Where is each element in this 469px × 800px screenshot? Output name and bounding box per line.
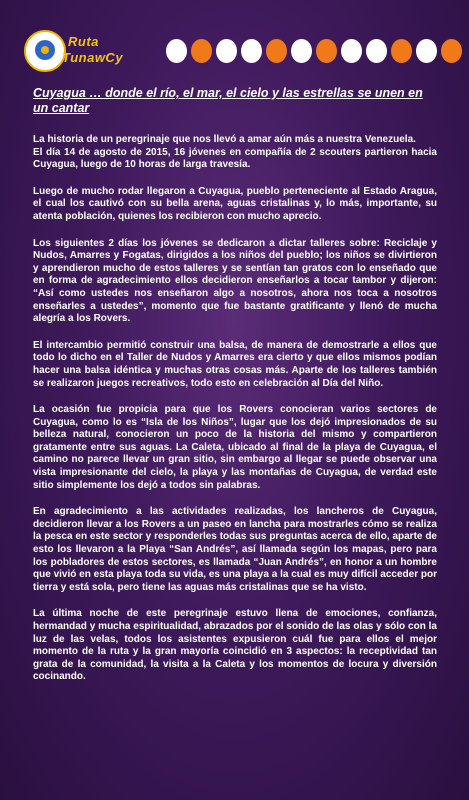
header-banner xyxy=(0,0,469,80)
ruta-tunawey-logo xyxy=(24,30,134,72)
article-paragraph: En agradecimiento a las actividades realizadas, los lancheros de Cuyagua, decidieron llevar a los Rovers a un paseo en lancha para mostrarles cómo se realiza la pesca en este sector y responderles todas sus preguntas acerca de ello, aparte de esto los llevaron a la Playa “San Andrés”, así llamada según los mapas, pero para los pobladores de estos sectores, es llamada “Juan Andrés”, en honor a un hombre que vivió en esta playa toda su vida, es una playa a la cual es muy difícil acceder por tierra y está sola, pero tiene las aguas más cristalinas que se ha visto. xyxy=(33,506,437,593)
decorative-dot xyxy=(266,39,287,63)
article-title: Cuyagua … donde el río, el mar, el cielo y las estrellas se unen en un cantar xyxy=(33,86,423,115)
decorative-dot xyxy=(391,39,412,63)
decorative-dot xyxy=(441,39,462,63)
article-paragraph: Luego de mucho rodar llegaron a Cuyagua, pueblo perteneciente al Estado Aragua, el cual los cautivó con su bella arena, aguas cristalinas y, lo más, importante, su atenta población, quienes los recibieron con mucho aprecio. xyxy=(33,185,437,222)
logo-text-line2: TunawCy xyxy=(62,50,124,65)
article-paragraph: El intercambio permitió construir una balsa, de manera de demostrarle a ellos que todo lo dicho en el Taller de Nudos y Amarres era cierto y que ellos mismos podían hacer una balsa idéntica y muchas otras cosas más. Aparte de los talleres también se realizaron juegos recreativos, todo esto en celebración al Día del Niño. xyxy=(33,339,437,389)
decorative-dot xyxy=(291,39,312,63)
decorative-dot xyxy=(216,39,237,63)
decorative-dot xyxy=(191,39,212,63)
logo-text-line1: Ruta xyxy=(68,34,99,49)
decorative-dot xyxy=(241,39,262,63)
decorative-dot xyxy=(316,39,337,63)
decorative-dot xyxy=(166,39,187,63)
article-paragraph: La última noche de este peregrinaje estuvo llena de emociones, confianza, hermandad y mucha espiritualidad, abrazados por el sonido de las olas y sólo con la luz de las velas, todos los asistentes expusieron cuál fue para ellos el mejor momento de la ruta y la gran mayoría coincidió en 3 aspectos: la receptividad tan grata de la comunidad, la visita a la Caleta y los momentos de locura y diversión cocinando. xyxy=(33,608,437,683)
scout-emblem-icon xyxy=(24,30,66,72)
decorative-dot xyxy=(366,39,387,63)
article-paragraph: Los siguientes 2 días los jóvenes se dedicaron a dictar talleres sobre: Reciclaje y Nudos, Amarres y Fogatas, dirigidos a los niños del pueblo; los niños se divirtieron y aprendieron mucho de estos talleres y se sentían tan gratos con lo enseñado que en forma de agradecimiento ellos decidieron enseñarlos a tocar tambor y dijeron: “Así como ustedes nos enseñaron algo a nosotros, ahora nos toca a nosotros enseñarles a ustedes”, momento que fue bastante gratificante y llenó de mucha alegría a los Rovers. xyxy=(33,237,437,325)
article xyxy=(33,86,437,698)
decorative-dot xyxy=(416,39,437,63)
article-paragraph: La ocasión fue propicia para que los Rovers conocieran varios sectores de Cuyagua, como lo es “Isla de los Niños”, lugar que los dejó impresionados de su belleza natural, conocieron un poco de la historia del mismo y compartieron gratamente entre sus aguas. La Caleta, ubicado al final de la playa de Cuyagua, el camino no parece llevar un gran sitio, sin embargo al llegar se puede observar una vista impresionante del cielo, la playa y las montañas de Cuyagua, de verdad este sitio simplemente los dejó a todos sin palabras. xyxy=(33,404,437,491)
decorative-dot-row xyxy=(166,39,462,63)
decorative-dot xyxy=(341,39,362,63)
article-paragraph: La historia de un peregrinaje que nos llevó a amar aún más a nuestra Venezuela. xyxy=(33,134,416,145)
article-paragraph: El día 14 de agosto de 2015, 16 jóvenes en compañía de 2 scouters partieron hacia Cuyagua, luego de 10 horas de larga travesía. xyxy=(33,146,437,171)
